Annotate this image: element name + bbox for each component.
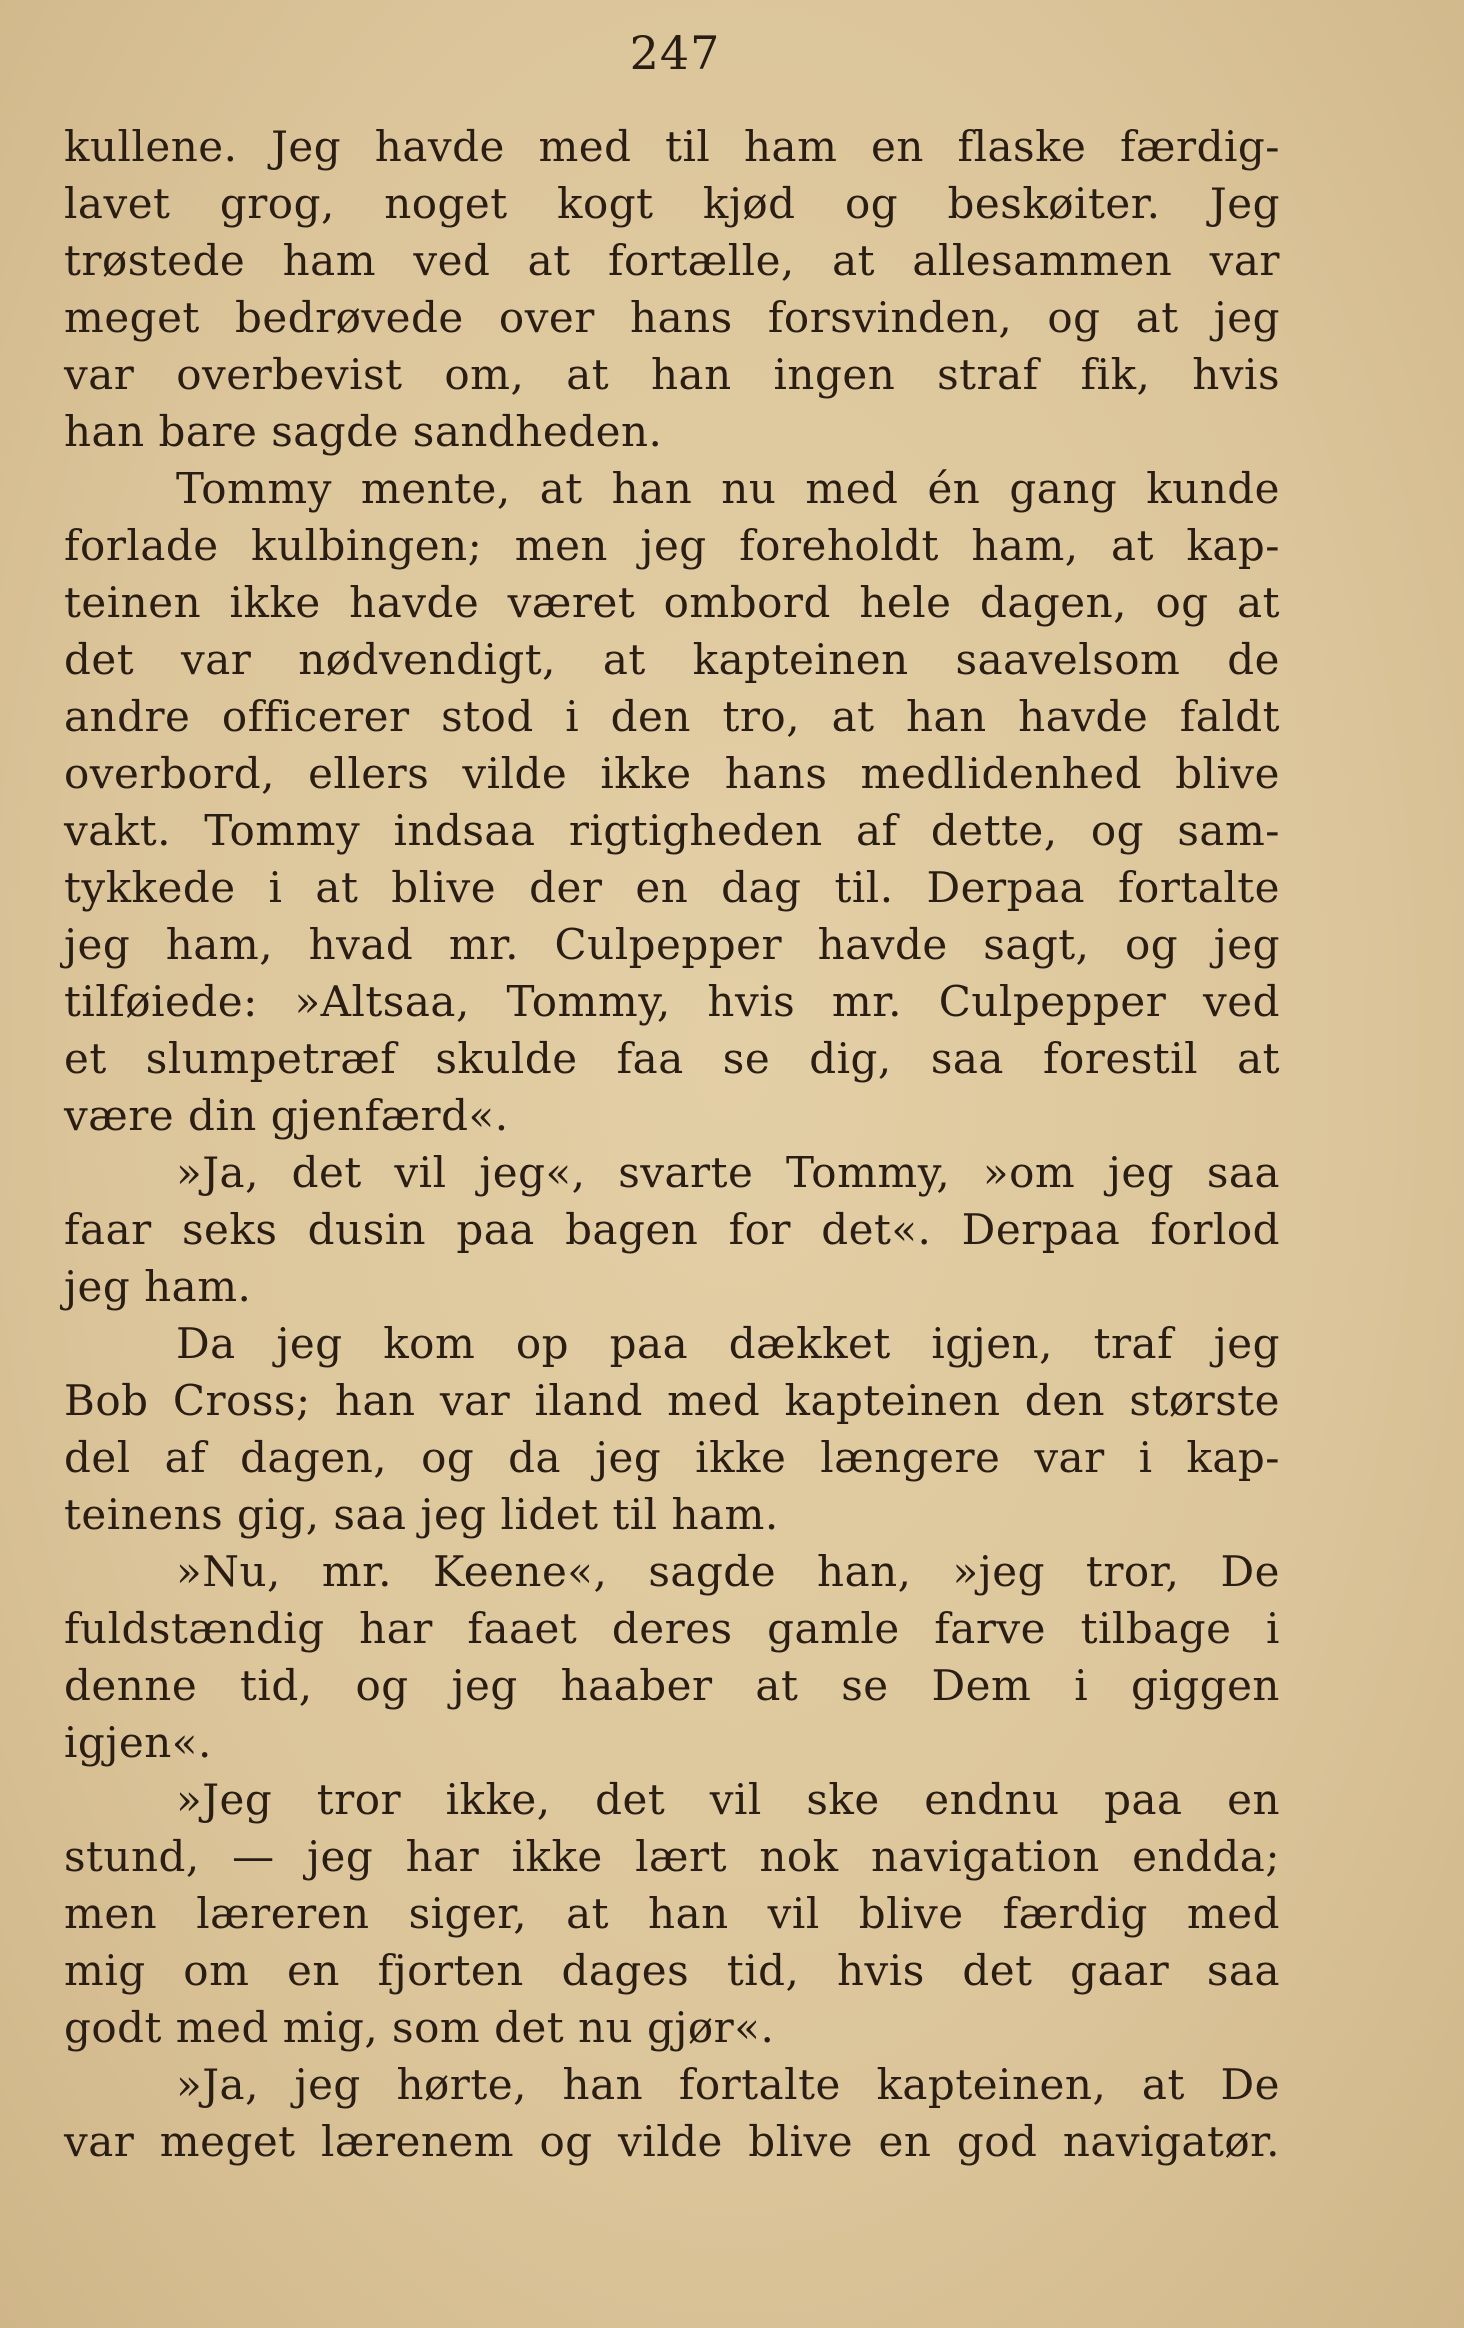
- text-line: være din gjenfærd«.: [64, 1091, 509, 1140]
- text-line: et slumpetræf skulde faa se dig, saa forestil at: [64, 1034, 1280, 1083]
- text-line: jeg ham.: [64, 1262, 252, 1311]
- text-line: igjen«.: [64, 1718, 212, 1767]
- body-text: [64, 118, 1280, 2170]
- text-line: trøstede ham ved at fortælle, at allesammen var: [64, 236, 1280, 285]
- text-line: var overbevist om, at han ingen straf fik, hvis: [64, 350, 1280, 399]
- text-line: godt med mig, som det nu gjør«.: [64, 2003, 775, 2052]
- text-line: Bob Cross; han var iland med kapteinen den største: [64, 1376, 1280, 1425]
- text-line: Tommy mente, at han nu med én gang kunde: [176, 464, 1280, 513]
- text-line: meget bedrøvede over hans forsvinden, og at jeg: [64, 293, 1280, 342]
- text-line: tilføiede: »Altsaa, Tommy, hvis mr. Culpepper ved: [64, 977, 1280, 1026]
- text-line: teinens gig, saa jeg lidet til ham.: [64, 1490, 779, 1539]
- text-line: men læreren siger, at han vil blive færdig med: [64, 1889, 1280, 1938]
- text-line: teinen ikke havde været ombord hele dagen, og at: [64, 578, 1280, 627]
- text-line: overbord, ellers vilde ikke hans medlidenhed blive: [64, 749, 1280, 798]
- text-line: jeg ham, hvad mr. Culpepper havde sagt, og jeg: [64, 920, 1280, 969]
- text-line: han bare sagde sandheden.: [64, 407, 663, 456]
- text-line: stund, — jeg har ikke lært nok navigation endda;: [64, 1832, 1280, 1881]
- text-line: »Jeg tror ikke, det vil ske endnu paa en: [176, 1775, 1280, 1824]
- text-line: forlade kulbingen; men jeg foreholdt ham, at kap-: [64, 521, 1280, 570]
- text-line: kullene. Jeg havde med til ham en flaske færdig-: [64, 122, 1280, 171]
- text-line: del af dagen, og da jeg ikke længere var i kap-: [64, 1433, 1280, 1482]
- text-line: vakt. Tommy indsaa rigtigheden af dette, og sam-: [64, 806, 1280, 855]
- text-line: tykkede i at blive der en dag til. Derpaa fortalte: [64, 863, 1280, 912]
- text-line: fuldstændig har faaet deres gamle farve tilbage i: [64, 1604, 1280, 1653]
- text-line: andre officerer stod i den tro, at han havde faldt: [64, 692, 1280, 741]
- text-line: »Ja, jeg hørte, han fortalte kapteinen, at De: [176, 2060, 1280, 2109]
- text-line: var meget lærenem og vilde blive en god navigatør.: [64, 2117, 1280, 2166]
- text-line: denne tid, og jeg haaber at se Dem i giggen: [64, 1661, 1280, 1710]
- text-line: »Nu, mr. Keene«, sagde han, »jeg tror, De: [176, 1547, 1280, 1596]
- text-line: det var nødvendigt, at kapteinen saavelsom de: [64, 635, 1280, 684]
- text-line: mig om en fjorten dages tid, hvis det gaar saa: [64, 1946, 1280, 1995]
- text-line: faar seks dusin paa bagen for det«. Derpaa forlod: [64, 1205, 1280, 1254]
- text-line: »Ja, det vil jeg«, svarte Tommy, »om jeg saa: [176, 1148, 1280, 1197]
- page-number: 247: [629, 26, 721, 80]
- text-line: Da jeg kom op paa dækket igjen, traf jeg: [176, 1319, 1280, 1368]
- text-line: lavet grog, noget kogt kjød og beskøiter. Jeg: [64, 179, 1280, 228]
